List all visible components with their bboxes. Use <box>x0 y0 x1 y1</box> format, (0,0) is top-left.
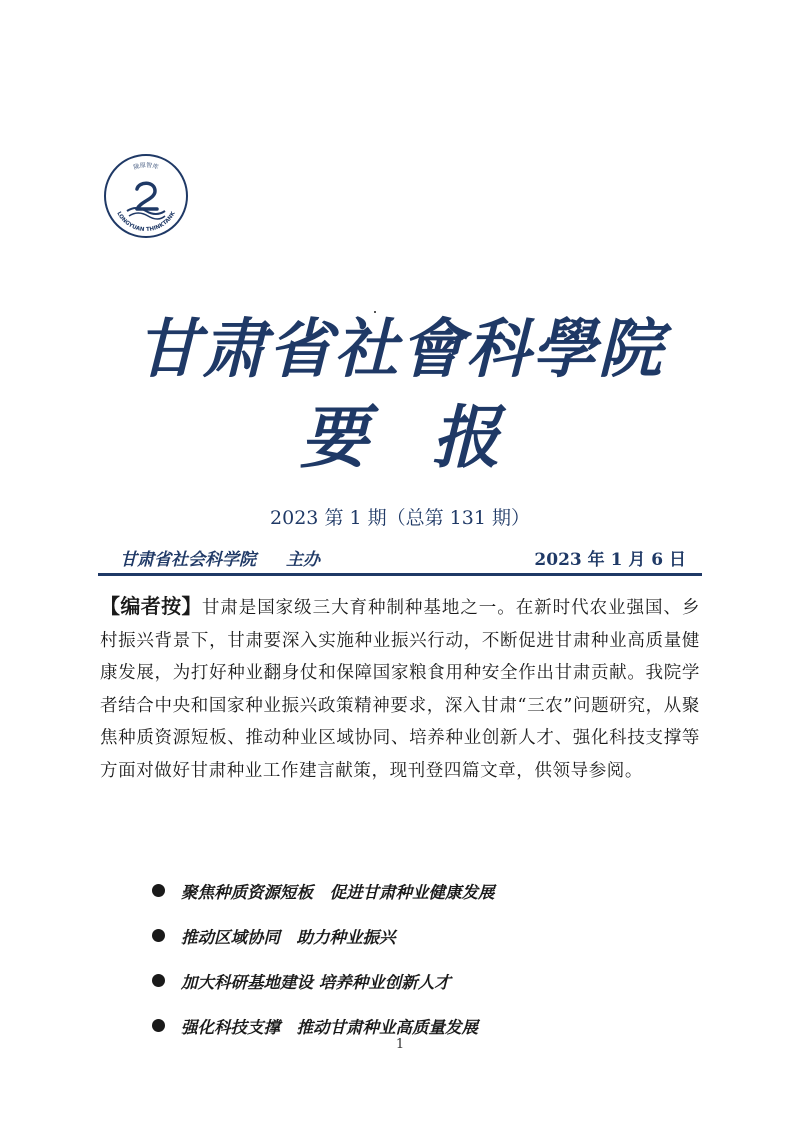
bullet-icon <box>152 974 165 987</box>
contents-item-title: 聚焦种质资源短板 促进甘肃种业健康发展 <box>181 882 495 902</box>
contents-item-title: 强化科技支撑 推动甘肃种业高质量发展 <box>181 1017 478 1037</box>
contents-item-title: 加大科研基地建设 培养种业创新人才 <box>181 972 451 992</box>
editor-note <box>100 590 700 787</box>
bullet-icon <box>152 929 165 942</box>
longyuan-thinktank-logo <box>103 153 189 239</box>
issue-date: 2023 年 1 月 6 日 <box>534 550 686 570</box>
bullet-icon <box>152 1019 165 1032</box>
contents-item <box>152 958 495 1003</box>
logo-text-bottom: LONGYUAN THINKTANK <box>115 210 177 234</box>
masthead-title: 甘肃省社會科學院 <box>136 312 664 387</box>
logo-text-top: 陇原智库 <box>132 161 160 172</box>
contents-item <box>152 913 495 958</box>
contents-list <box>152 868 495 1048</box>
sponsor-role: 主办 <box>286 550 320 570</box>
bullet-icon <box>152 884 165 897</box>
editor-note-label: 【编者按】 <box>100 594 202 618</box>
sponsor-row <box>98 545 702 571</box>
issue-number: 2023 第 1 期（总第 131 期） <box>270 507 530 529</box>
contents-item-title: 推动区域协同 助力种业振兴 <box>181 927 396 947</box>
masthead-subtitle: 要报 <box>299 398 564 478</box>
svg-text:陇原智库 <box>132 161 159 171</box>
header-divider <box>98 573 702 576</box>
contents-item <box>152 868 495 913</box>
sponsor-organization: 甘肃省社会科学院 <box>120 550 256 570</box>
editor-note-body: 甘肃是国家级三大育种制种基地之一。在新时代农业强国、乡村振兴背景下，甘肃要深入实施种业振兴行动，不断促进甘肃种业高质量健康发展，为打好种业翻身仗和保障国家粮食用种安全作出甘肃贡献。我院学者结合中央和国家种业振兴政策精神要求，深入甘肃“三农”问题研究，从聚焦种质资源短板、推动种业区域协同、培养种业创新人才、强化科技支撑等方面对做好甘肃种业工作建言献策，现刊登四篇文章，供领导参阅。 <box>100 598 701 781</box>
page-number: 1 <box>395 1037 405 1052</box>
sponsor-block <box>120 545 320 570</box>
